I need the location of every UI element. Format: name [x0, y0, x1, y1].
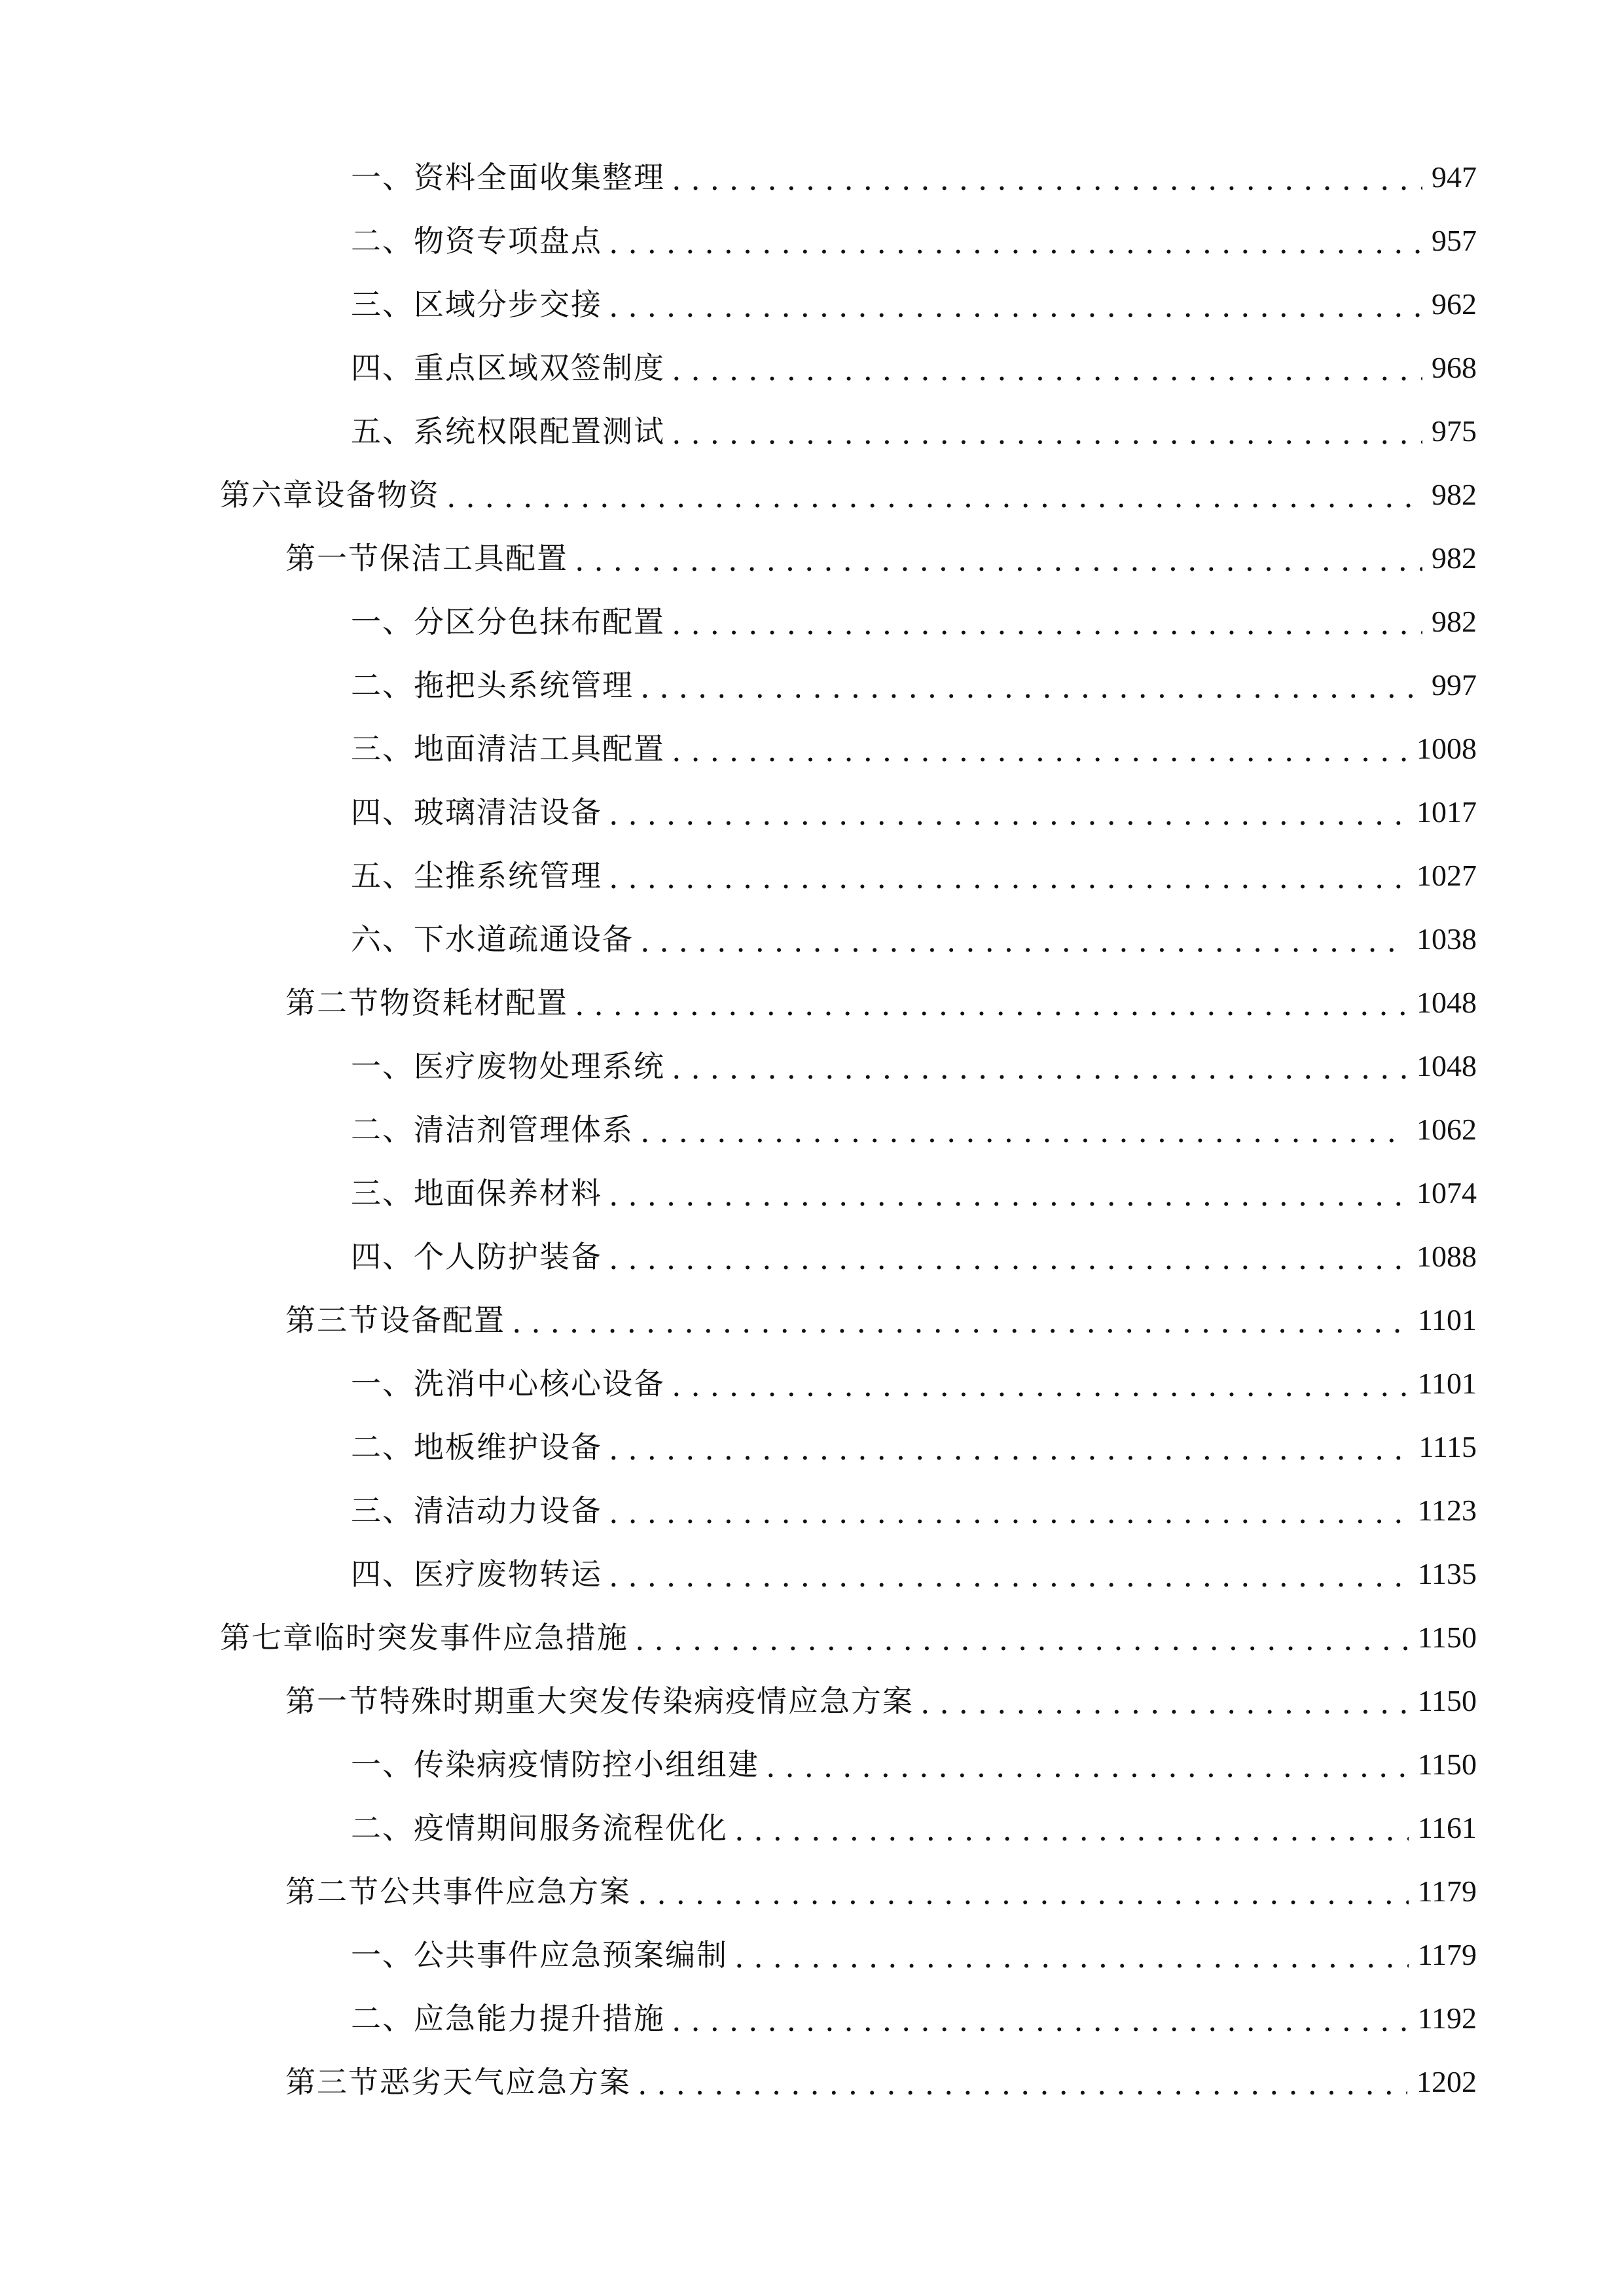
dot-leader [672, 160, 1422, 194]
toc-entry-title: 系统权限配置测试 [414, 413, 665, 449]
dot-leader [672, 1367, 1409, 1401]
toc-entry-number: 第一节 [285, 1683, 380, 1719]
toc-entry-number: 二、 [351, 2000, 414, 2036]
toc-entry[interactable] [351, 336, 1477, 399]
toc-section[interactable] [285, 1669, 1477, 1732]
toc-entry-page: 1202 [1416, 2064, 1477, 2098]
toc-entry-title: 设备配置 [380, 1302, 505, 1338]
toc-entry-number: 第三节 [285, 1302, 380, 1338]
toc-entry-number: 第二节 [285, 1873, 380, 1909]
toc-section[interactable] [285, 2050, 1477, 2113]
toc-entry-page: 1027 [1416, 858, 1477, 892]
toc-entry-title: 尘推系统管理 [414, 857, 602, 893]
toc-section[interactable] [285, 971, 1477, 1034]
toc-entry-title: 分区分色抹布配置 [414, 603, 665, 639]
toc-entry-page: 1101 [1417, 1366, 1477, 1400]
toc-entry-page: 968 [1432, 350, 1477, 384]
toc-entry-number: 一、 [351, 603, 414, 639]
toc-entry[interactable] [351, 653, 1477, 717]
toc-entry-number: 一、 [351, 1746, 414, 1782]
toc-entry[interactable] [351, 272, 1477, 336]
toc-entry-page: 1038 [1416, 922, 1477, 956]
toc-entry-page: 1135 [1417, 1556, 1477, 1590]
toc-entry-page: 1161 [1417, 1810, 1477, 1844]
toc-entry-title: 清洁剂管理体系 [414, 1111, 634, 1147]
dot-leader [609, 224, 1422, 258]
toc-entry-title: 恶劣天气应急方案 [380, 2064, 631, 2100]
dot-leader [575, 541, 1422, 575]
toc-entry-page: 1192 [1417, 2001, 1477, 2035]
toc-entry-page: 1017 [1416, 795, 1477, 829]
toc-entry-title: 洗消中心核心设备 [414, 1365, 665, 1401]
toc-entry-number: 四、 [351, 1238, 414, 1274]
dot-leader [609, 1557, 1409, 1591]
toc-entry-page: 997 [1432, 668, 1477, 702]
toc-entry-title: 拖把头系统管理 [414, 667, 634, 703]
toc-entry-number: 第三节 [285, 2064, 380, 2100]
toc-entry[interactable] [351, 209, 1477, 272]
toc-entry-title: 个人防护装备 [414, 1238, 602, 1274]
toc-entry-title: 临时突发事件应急措施 [314, 1619, 628, 1655]
toc-entry-number: 五、 [351, 413, 414, 449]
toc-entry-title: 下水道疏通设备 [414, 921, 634, 957]
dot-leader [672, 1049, 1407, 1083]
toc-entry[interactable] [351, 1161, 1477, 1225]
toc-entry-title: 传染病疫情防控小组组建 [414, 1746, 759, 1782]
dot-leader [609, 287, 1422, 321]
toc-entry-page: 1150 [1417, 1683, 1477, 1717]
toc-entry-title: 玻璃清洁设备 [414, 794, 602, 830]
toc-entry-title: 区域分步交接 [414, 286, 602, 322]
toc-entry-page: 1115 [1418, 1429, 1477, 1463]
toc-entry-number: 二、 [351, 1111, 414, 1147]
toc-entry-number: 一、 [351, 159, 414, 195]
dot-leader [672, 414, 1422, 448]
toc-entry-page: 1048 [1416, 1049, 1477, 1083]
toc-entry-title: 地板维护设备 [414, 1429, 602, 1465]
toc-entry-title: 公共事件应急方案 [380, 1873, 631, 1909]
dot-leader [672, 2001, 1409, 2036]
toc-entry-page: 982 [1432, 541, 1477, 575]
toc-chapter[interactable] [220, 463, 1477, 526]
toc-entry-number: 第七章 [220, 1619, 314, 1655]
toc-entry-number: 第二节 [285, 984, 380, 1020]
toc-entry-number: 二、 [351, 667, 414, 703]
toc-entry-title: 疫情期间服务流程优化 [414, 1810, 728, 1846]
toc-entry[interactable] [351, 1732, 1477, 1796]
dot-leader [638, 2065, 1407, 2099]
toc-entry-number: 二、 [351, 1429, 414, 1465]
toc-entry-page: 962 [1432, 287, 1477, 321]
toc-entry[interactable] [351, 1415, 1477, 1479]
toc-entry-number: 一、 [351, 1048, 414, 1084]
toc-entry-number: 五、 [351, 857, 414, 893]
dot-leader [635, 1621, 1409, 1655]
toc-entry-page: 1150 [1417, 1620, 1477, 1654]
toc-section[interactable] [285, 1288, 1477, 1352]
toc-entry-number: 四、 [351, 1556, 414, 1592]
toc-entry[interactable] [351, 590, 1477, 653]
dot-leader [609, 1494, 1409, 1528]
toc-chapter[interactable] [220, 1605, 1477, 1669]
toc-entry-number: 四、 [351, 350, 414, 386]
toc-entry-title: 保洁工具配置 [380, 540, 568, 576]
toc-entry-number: 二、 [351, 1810, 414, 1846]
toc-entry[interactable] [351, 1542, 1477, 1605]
dot-leader [640, 668, 1422, 702]
toc-entry-title: 医疗废物处理系统 [414, 1048, 665, 1084]
dot-leader [920, 1684, 1409, 1718]
dot-leader [766, 1748, 1409, 1782]
toc-entry-page: 982 [1432, 477, 1477, 511]
toc-entry-page: 947 [1432, 160, 1477, 194]
toc-entry-number: 第六章 [220, 476, 314, 512]
toc-entry-number: 二、 [351, 223, 414, 259]
toc-entry-page: 982 [1432, 604, 1477, 638]
toc-entry[interactable] [351, 399, 1477, 463]
toc-entry-number: 三、 [351, 286, 414, 322]
toc-entry-page: 1074 [1416, 1175, 1477, 1210]
toc-section[interactable] [285, 1859, 1477, 1923]
toc-entry[interactable] [351, 780, 1477, 844]
toc-entry[interactable] [351, 1352, 1477, 1415]
toc-entry[interactable] [351, 844, 1477, 907]
dot-leader [638, 1874, 1409, 1909]
toc-entry-title: 公共事件应急预案编制 [414, 1937, 728, 1973]
toc-entry[interactable] [351, 1034, 1477, 1098]
dot-leader [640, 1113, 1407, 1147]
toc-entry-page: 1123 [1417, 1493, 1477, 1527]
toc-entry-page: 1048 [1416, 985, 1477, 1019]
toc-entry-title: 医疗废物转运 [414, 1556, 602, 1592]
toc-entry-title: 清洁动力设备 [414, 1492, 602, 1528]
toc-entry[interactable] [351, 717, 1477, 780]
toc-entry-page: 975 [1432, 414, 1477, 448]
dot-leader [512, 1303, 1409, 1337]
toc-entry[interactable] [351, 145, 1477, 209]
toc-entry-page: 1179 [1417, 1874, 1477, 1908]
toc-entry-page: 1179 [1417, 1937, 1477, 1971]
toc-entry-page: 1101 [1417, 1302, 1477, 1336]
toc-entry-number: 六、 [351, 921, 414, 957]
toc-entry[interactable] [351, 1986, 1477, 2050]
dot-leader [672, 605, 1422, 639]
toc-entry-title: 物资耗材配置 [380, 984, 568, 1020]
toc-entry-title: 特殊时期重大突发传染病疫情应急方案 [380, 1683, 914, 1719]
toc-entry-page: 1150 [1417, 1747, 1477, 1781]
dot-leader [446, 478, 1422, 512]
toc-entry[interactable] [351, 1923, 1477, 1986]
toc-entry-number: 四、 [351, 794, 414, 830]
toc-entry-title: 物资专项盘点 [414, 223, 602, 259]
toc-entry-number: 三、 [351, 1492, 414, 1528]
toc-entry-title: 地面清洁工具配置 [414, 730, 665, 766]
toc-entry[interactable] [351, 1796, 1477, 1859]
toc-entry-number: 第一节 [285, 540, 380, 576]
toc-section[interactable] [285, 526, 1477, 590]
dot-leader [672, 732, 1407, 766]
toc-entry-title: 应急能力提升措施 [414, 2000, 665, 2036]
toc-entry[interactable] [351, 907, 1477, 971]
dot-leader [672, 351, 1422, 385]
dot-leader [640, 922, 1407, 956]
dot-leader [609, 1176, 1407, 1210]
toc-entry-page: 1088 [1416, 1239, 1477, 1273]
toc-entry[interactable] [351, 1225, 1477, 1288]
toc-entry-title: 设备物资 [314, 476, 440, 512]
toc-entry-page: 1062 [1416, 1112, 1477, 1146]
toc-entry-number: 一、 [351, 1937, 414, 1973]
toc-entry-number: 三、 [351, 730, 414, 766]
toc-entry-title: 地面保养材料 [414, 1175, 602, 1211]
toc-entry-number: 三、 [351, 1175, 414, 1211]
dot-leader [609, 795, 1407, 829]
dot-leader [734, 1811, 1409, 1845]
toc-entry-number: 一、 [351, 1365, 414, 1401]
dot-leader [734, 1938, 1409, 1972]
toc-entry[interactable] [351, 1479, 1477, 1542]
dot-leader [609, 1430, 1409, 1464]
toc-entry-title: 资料全面收集整理 [414, 159, 665, 195]
dot-leader [609, 1240, 1407, 1274]
toc-entry-page: 1008 [1416, 731, 1477, 765]
dot-leader [609, 859, 1407, 893]
toc-entry-page: 957 [1432, 223, 1477, 257]
toc-entry-title: 重点区域双签制度 [414, 350, 665, 386]
dot-leader [575, 986, 1407, 1020]
toc-entry[interactable] [351, 1098, 1477, 1161]
